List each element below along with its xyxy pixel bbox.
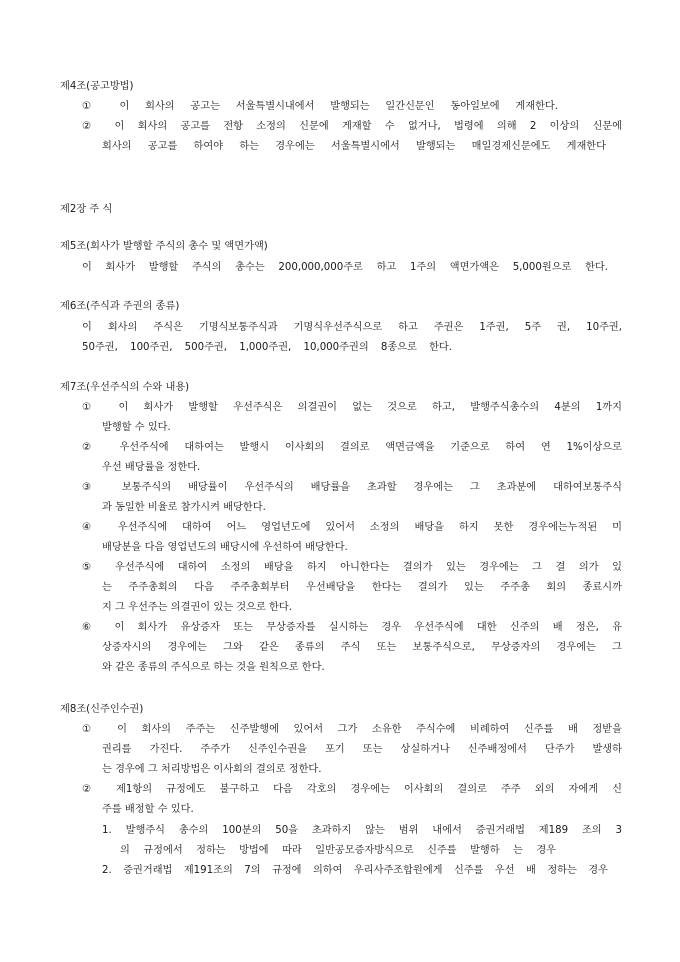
article-8-para-1-line-2: 권리를 가진다. 주주가 신주인수권을 포기 또는 상실하거나 신주배정에서 단주가 발생하 [102,744,622,755]
article-5-line-1: 이 회사가 발행할 주식의 총수는 200,000,000주로 하고 1주의 액면가액은 5,000원으로 한다. [82,262,608,273]
article-4-title: 제4조(공고방법) [60,81,134,92]
article-7-para-2-line-1: ② 우선주식에 대하여는 발행시 이사회의 결의로 액면금액을 기준으로 하여 연 1%이상으로 [82,442,622,453]
article-7-para-3-line-1: ③ 보통주식의 배당률이 우선주식의 배당률을 초과할 경우에는 그 초과분에 대하여보통주식 [82,482,622,493]
article-8-para-1-line-3: 는 경우에 그 처리방법은 이사회의 결의로 정한다. [102,764,322,775]
article-8-item-1-line-1: 1. 발행주식 총수의 100분의 50을 초과하지 않는 범위 내에서 증권거래법 제189 조의 3 [102,825,622,836]
article-8-item-1-line-2: 의 규정에서 정하는 방법에 따라 일반공모증자방식으로 신주를 발행하 는 경우 [120,845,556,856]
article-7-para-1-line-2: 발행할 수 있다. [102,422,171,433]
article-7-para-6-line-2: 상증자시의 경우에는 그와 같은 종류의 주식 또는 보통주식으로, 무상증자의 경우에는 그 [102,642,622,653]
article-7-para-1-line-1: ① 이 회사가 발행할 우선주식은 의결권이 없는 것으로 하고, 발행주식총수의 4분의 1까지 [82,402,622,413]
article-7-para-6-line-1: ⑥ 이 회사가 유상증자 또는 무상증자를 실시하는 경우 우선주식에 대한 신주의 배 정은, 유 [82,622,622,633]
article-5-title: 제5조(회사가 발행할 주식의 총수 및 액면가액) [60,241,268,252]
article-7-para-6-line-3: 와 같은 종류의 주식으로 하는 것을 원칙으로 한다. [102,662,325,673]
article-8-para-2-line-2: 주를 배정할 수 있다. [102,804,194,815]
article-7-para-2-line-2: 우선 배당률을 정한다. [102,462,201,473]
article-7-para-4-line-2: 배당분을 다음 영업년도의 배당시에 우선하여 배당한다. [102,542,348,553]
article-6-title: 제6조(주식과 주권의 종류) [60,301,180,312]
article-4-para-2-line-1: ② 이 회사의 공고를 전항 소정의 신문에 게재할 수 없거나, 법령에 의해 2 이상의 신문에 [82,121,622,132]
article-7-para-4-line-1: ④ 우선주식에 대하여 어느 영업년도에 있어서 소정의 배당을 하지 못한 경우에는누적된 미 [82,522,622,533]
article-8-para-1-line-1: ① 이 회사의 주주는 신주발행에 있어서 그가 소유한 주식수에 비례하여 신주를 배 정받을 [82,724,622,735]
article-7-title: 제7조(우선주식의 수와 내용) [60,382,190,393]
article-4-para-1: ① 이 회사의 공고는 서울특별시내에서 발행되는 일간신문인 동아일보에 게재한다. [82,101,558,112]
article-7-para-5-line-3: 지 그 우선주는 의결권이 있는 것으로 한다. [102,602,292,613]
article-7-para-5-line-1: ⑤ 우선주식에 대하여 소정의 배당을 하지 아니한다는 결의가 있는 경우에는 그 결 의가 있 [82,562,622,573]
article-6-line-2: 50주권, 100주권, 500주권, 1,000주권, 10,000주권의 8종으로 한다. [82,342,452,353]
article-8-title: 제8조(신주인수권) [60,704,144,715]
article-4-para-2-line-2: 회사의 공고를 하여야 하는 경우에는 서울특별시에서 발행되는 매일경제신문에도 게재한다 [102,141,606,152]
article-8-para-2-line-1: ② 제1항의 규정에도 불구하고 다음 각호의 경우에는 이사회의 결의로 주주 외의 자에게 신 [82,784,622,795]
article-7-para-3-line-2: 과 동일한 비율로 참가시켜 배당한다. [102,502,266,513]
chapter-2-title: 제2장 주 식 [60,204,113,215]
article-8-item-2-line-1: 2. 증권거래법 제191조의 7의 규정에 의하여 우리사주조합원에게 신주를 우선 배 정하는 경우 [102,865,608,876]
article-7-para-5-line-2: 는 주주총회의 다음 주주총회부터 우선배당을 한다는 결의가 있는 주주총 회의 종료시까 [102,582,622,593]
article-6-line-1: 이 회사의 주식은 기명식보통주식과 기명식우선주식으로 하고 주권은 1주권, 5주 권, 10주권, [82,322,622,333]
